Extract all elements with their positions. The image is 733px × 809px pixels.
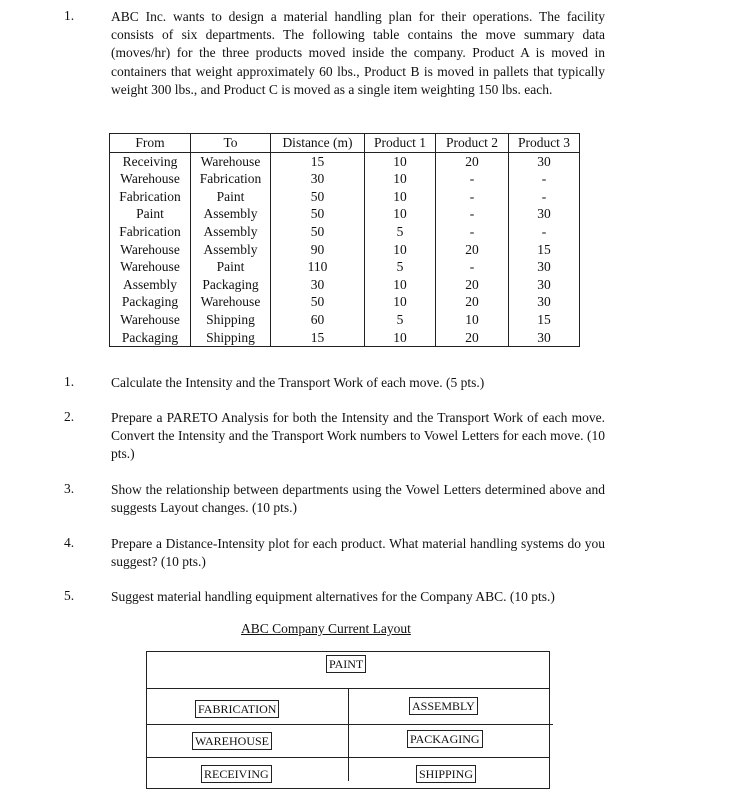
cell-product-3: - <box>509 223 580 241</box>
cell-from: Paint <box>110 205 191 223</box>
cell-product-2: 10 <box>436 311 509 329</box>
cell-product-3: 30 <box>509 258 580 276</box>
table-row <box>110 188 580 206</box>
question-2-number: 2. <box>64 409 75 424</box>
layout-title: ABC Company Current Layout <box>241 621 411 636</box>
cell-product-1: 5 <box>365 258 436 276</box>
cell-from: Warehouse <box>110 170 191 188</box>
dept-warehouse: WAREHOUSE <box>192 732 272 750</box>
layout-divider-middle <box>146 724 553 725</box>
cell-distance: 50 <box>271 188 365 206</box>
table-row <box>110 329 580 347</box>
dept-packaging: PACKAGING <box>407 730 483 748</box>
header-product-3: Product 3 <box>509 134 580 153</box>
cell-product-2: - <box>436 223 509 241</box>
table-row <box>110 241 580 259</box>
question-4-text: Prepare a Distance-Intensity plot for each product. What material handling systems do you suggest? (10 pts.) <box>111 536 605 570</box>
table-row <box>110 276 580 294</box>
question-5-text: Suggest material handling equipment alternatives for the Company ABC. (10 pts.) <box>111 589 555 604</box>
cell-from: Receiving <box>110 152 191 170</box>
table-row <box>110 205 580 223</box>
cell-product-2: 20 <box>436 293 509 311</box>
cell-product-1: 10 <box>365 329 436 347</box>
cell-product-1: 10 <box>365 293 436 311</box>
cell-from: Warehouse <box>110 258 191 276</box>
cell-distance: 50 <box>271 293 365 311</box>
cell-product-1: 10 <box>365 188 436 206</box>
cell-product-1: 10 <box>365 205 436 223</box>
cell-distance: 60 <box>271 311 365 329</box>
question-5-number: 5. <box>64 588 75 603</box>
dept-fabrication: FABRICATION <box>195 700 279 718</box>
cell-product-2: - <box>436 170 509 188</box>
cell-to: Warehouse <box>191 293 271 311</box>
move-summary-table <box>109 133 580 347</box>
header-product-2: Product 2 <box>436 134 509 153</box>
question-3-number: 3. <box>64 481 75 496</box>
cell-from: Warehouse <box>110 311 191 329</box>
table-row <box>110 223 580 241</box>
dept-assembly: ASSEMBLY <box>409 697 478 715</box>
cell-product-1: 10 <box>365 152 436 170</box>
cell-to: Paint <box>191 188 271 206</box>
cell-distance: 110 <box>271 258 365 276</box>
question-4-number: 4. <box>64 535 75 550</box>
layout-divider-vertical <box>348 688 349 781</box>
cell-to: Fabrication <box>191 170 271 188</box>
cell-product-3: 15 <box>509 311 580 329</box>
header-from: From <box>110 134 191 153</box>
cell-from: Assembly <box>110 276 191 294</box>
question-1-number: 1. <box>64 374 75 389</box>
cell-distance: 50 <box>271 223 365 241</box>
dept-receiving: RECEIVING <box>201 765 272 783</box>
cell-product-2: 20 <box>436 329 509 347</box>
cell-to: Assembly <box>191 241 271 259</box>
cell-distance: 50 <box>271 205 365 223</box>
cell-distance: 15 <box>271 152 365 170</box>
cell-distance: 15 <box>271 329 365 347</box>
cell-product-2: 20 <box>436 241 509 259</box>
cell-product-2: - <box>436 188 509 206</box>
dept-shipping: SHIPPING <box>416 765 476 783</box>
cell-from: Packaging <box>110 329 191 347</box>
cell-to: Assembly <box>191 223 271 241</box>
cell-from: Packaging <box>110 293 191 311</box>
cell-product-3: 30 <box>509 276 580 294</box>
cell-product-2: 20 <box>436 152 509 170</box>
cell-product-3: 30 <box>509 329 580 347</box>
header-distance: Distance (m) <box>271 134 365 153</box>
header-to: To <box>191 134 271 153</box>
cell-product-2: 20 <box>436 276 509 294</box>
problem-text: ABC Inc. wants to design a material handling plan for their operations. The facility consists of six departments. The following table contains the move summary data (moves/hr) for the three products moved inside the company. Product A is moved in containers that weight approximately 60 lbs., Product B is moved in pallets that typically weight 300 lbs., and Product C is moved as a single item weighting 150 lbs. each. <box>111 9 605 97</box>
cell-distance: 30 <box>271 170 365 188</box>
question-1-text: Calculate the Intensity and the Transport Work of each move. (5 pts.) <box>111 375 485 390</box>
cell-product-1: 10 <box>365 170 436 188</box>
cell-to: Assembly <box>191 205 271 223</box>
cell-product-2: - <box>436 205 509 223</box>
cell-product-1: 5 <box>365 311 436 329</box>
cell-product-1: 10 <box>365 241 436 259</box>
table-row <box>110 258 580 276</box>
cell-product-3: - <box>509 188 580 206</box>
dept-paint: PAINT <box>326 655 366 673</box>
table-row <box>110 311 580 329</box>
cell-from: Fabrication <box>110 188 191 206</box>
cell-product-3: 30 <box>509 205 580 223</box>
cell-product-2: - <box>436 258 509 276</box>
cell-to: Shipping <box>191 311 271 329</box>
cell-from: Fabrication <box>110 223 191 241</box>
cell-product-3: 15 <box>509 241 580 259</box>
table-header-row <box>110 134 580 153</box>
cell-product-1: 5 <box>365 223 436 241</box>
header-product-1: Product 1 <box>365 134 436 153</box>
cell-product-3: 30 <box>509 152 580 170</box>
cell-to: Paint <box>191 258 271 276</box>
cell-to: Shipping <box>191 329 271 347</box>
cell-product-1: 10 <box>365 276 436 294</box>
cell-to: Packaging <box>191 276 271 294</box>
cell-product-3: - <box>509 170 580 188</box>
table-row <box>110 170 580 188</box>
question-2-text: Prepare a PARETO Analysis for both the Intensity and the Transport Work of each move. Convert the Intensity and the Transport Work numbers to Vowel Letters for each move. (10 pts.) <box>111 410 605 462</box>
cell-to: Warehouse <box>191 152 271 170</box>
cell-from: Warehouse <box>110 241 191 259</box>
problem-number: 1. <box>64 8 75 23</box>
table-row <box>110 152 580 170</box>
cell-product-3: 30 <box>509 293 580 311</box>
question-3-text: Show the relationship between departments using the Vowel Letters determined above and suggests Layout changes. (10 pts.) <box>111 482 605 516</box>
cell-distance: 30 <box>271 276 365 294</box>
table-row <box>110 293 580 311</box>
cell-distance: 90 <box>271 241 365 259</box>
